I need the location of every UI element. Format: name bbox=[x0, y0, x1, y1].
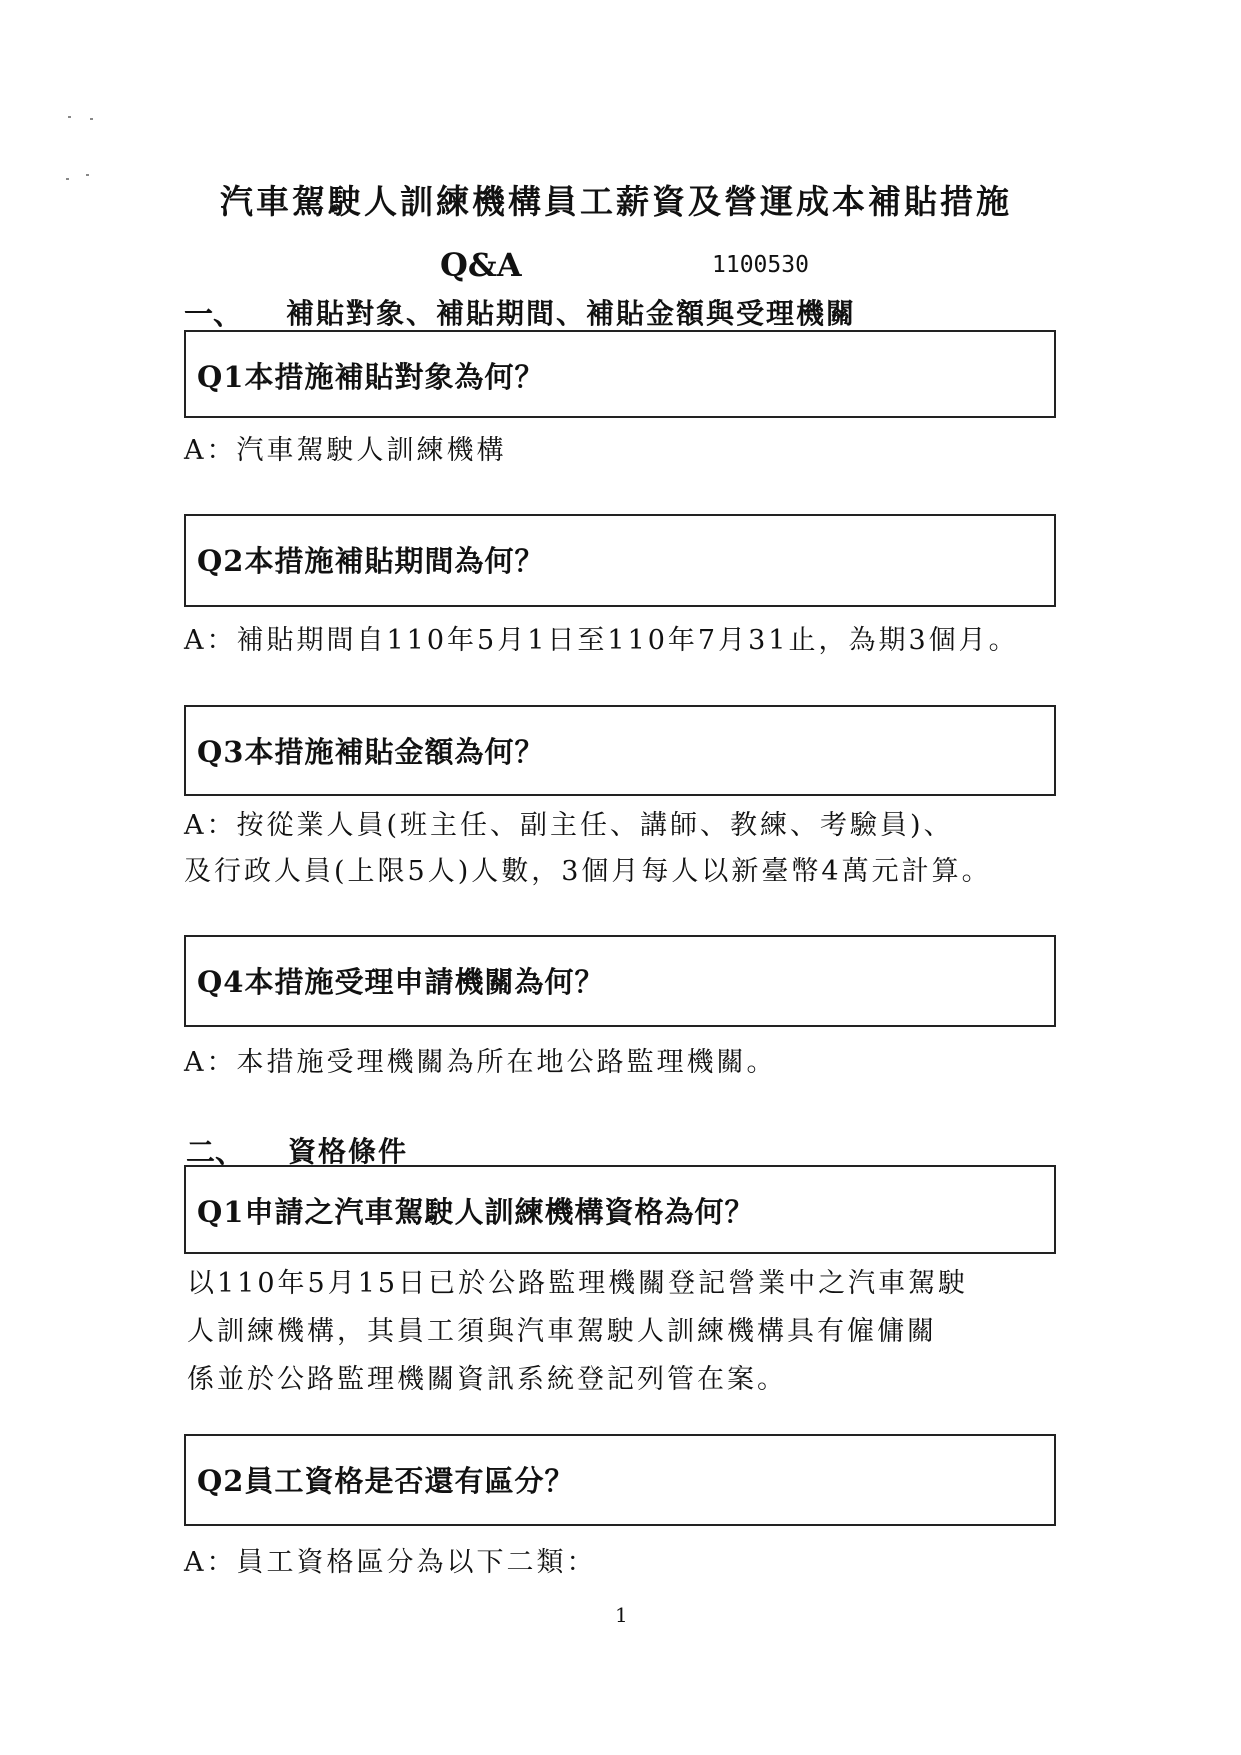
question-box bbox=[184, 1434, 1056, 1526]
section-2-number: 二、 bbox=[186, 1135, 245, 1169]
answer-text: A：按從業人員(班主任、副主任、講師、教練、考驗員)、 bbox=[184, 810, 954, 841]
answer-line: 以110年5月15日已於公路監理機關登記營業中之汽車駕駛 bbox=[187, 1268, 969, 1299]
qa-label: Q&A bbox=[440, 246, 522, 284]
question-box bbox=[184, 705, 1056, 796]
answer-text: A：汽車駕駛人訓練機構 bbox=[184, 435, 507, 466]
document-code: 1100530 bbox=[712, 252, 809, 278]
question-text: Q1申請之汽車駕駛人訓練機構資格為何？ bbox=[197, 1195, 755, 1229]
section-1-number: 一、 bbox=[184, 297, 243, 331]
section-1-title: 補貼對象、補貼期間、補貼金額與受理機關 bbox=[286, 297, 857, 330]
question-text: Q1本措施補貼對象為何？ bbox=[197, 360, 545, 394]
page-number: 1 bbox=[615, 1603, 628, 1627]
answer-text: A：本措施受理機關為所在地公路監理機關。 bbox=[184, 1047, 777, 1078]
answer-text: A：員工資格區分為以下二類： bbox=[184, 1547, 597, 1578]
question-box bbox=[184, 1165, 1056, 1254]
question-text: Q4本措施受理申請機關為何？ bbox=[197, 965, 605, 999]
scan-speck bbox=[90, 118, 93, 120]
scan-speck bbox=[86, 174, 89, 176]
answer-line: 係並於公路監理機關資訊系統登記列管在案。 bbox=[187, 1364, 787, 1395]
scan-speck bbox=[68, 116, 71, 118]
answer-text: 及行政人員(上限5人)人數，3個月每人以新臺幣4萬元計算。 bbox=[184, 856, 992, 887]
question-box bbox=[184, 330, 1056, 418]
scan-speck bbox=[66, 178, 69, 180]
question-text: Q2員工資格是否還有區分？ bbox=[197, 1464, 575, 1498]
answer-text: A：補貼期間自110年5月1日至110年7月31止，為期3個月。 bbox=[184, 625, 1019, 656]
question-text: Q2本措施補貼期間為何？ bbox=[197, 544, 545, 578]
question-box bbox=[184, 935, 1056, 1027]
document-title: 汽車駕駛人訓練機構員工薪資及營運成本補貼措施 bbox=[220, 182, 1012, 221]
answer-paragraph bbox=[187, 1260, 968, 1404]
question-text: Q3本措施補貼金額為何？ bbox=[197, 735, 545, 769]
section-2-title: 資格條件 bbox=[288, 1135, 409, 1168]
answer-line: 人訓練機構，其員工須與汽車駕駛人訓練機構具有僱傭關 bbox=[187, 1316, 937, 1347]
question-box bbox=[184, 514, 1056, 607]
